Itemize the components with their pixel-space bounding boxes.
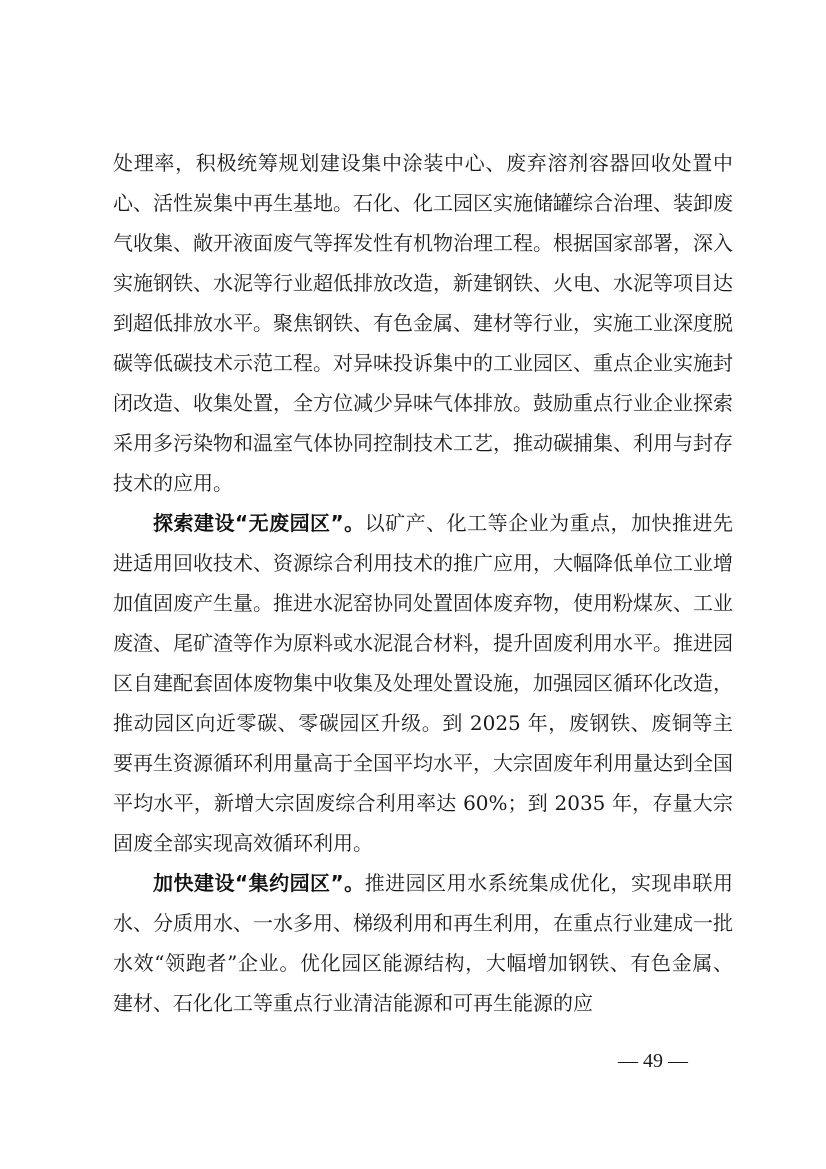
paragraph-2 xyxy=(113,503,733,863)
paragraph-2-text: 以矿产、化工等企业为重点，加快推进先进适用回收技术、资源综合利用技术的推广应用，大幅降低单位工业增加值固废产生量。推进水泥窑协同处置固体废弃物，使用粉煤灰、工业废渣、尾矿渣等作为原料或水泥混合材料，提升固废利用水平。推进园区自建配套固体废物集中收集及处理处置设施，加强园区循环化改造，推动园区向近零碳、零碳园区升级。到 2025 年，废钢铁、废铜等主要再生资源循环利用量高于全国平均水平，大宗固废年利用量达到全国平均水平，新增大宗固废综合利用率达 60%；到 2035 年，存量大宗固废全部实现高效循环利用。 xyxy=(113,511,734,855)
paragraph-1 xyxy=(113,143,733,503)
page-number: — 49 — xyxy=(618,1050,688,1072)
body-text xyxy=(113,143,733,1023)
paragraph-3 xyxy=(113,863,733,1023)
paragraph-3-heading: 加快建设“集约园区”。 xyxy=(153,871,365,895)
paragraph-3-text: 推进园区用水系统集成优化，实现串联用水、分质用水、一水多用、梯级利用和再生利用，在重点行业建成一批水效“领跑者”企业。优化园区能源结构，大幅增加钢铁、有色金属、建材、石化化工等重点行业清洁能源和可再生能源的应 xyxy=(113,871,734,1015)
paragraph-2-heading: 探索建设“无废园区”。 xyxy=(153,511,365,535)
paragraph-1-text: 处理率，积极统筹规划建设集中涂装中心、废弃溶剂容器回收处置中心、活性炭集中再生基地。石化、化工园区实施储罐综合治理、装卸废气收集、敞开液面废气等挥发性有机物治理工程。根据国家部署，深入实施钢铁、水泥等行业超低排放改造，新建钢铁、火电、水泥等项目达到超低排放水平。聚焦钢铁、有色金属、建材等行业，实施工业深度脱碳等低碳技术示范工程。对异味投诉集中的工业园区、重点企业实施封闭改造、收集处置，全方位减少异味气体排放。鼓励重点行业企业探索采用多污染物和温室气体协同控制技术工艺，推动碳捕集、利用与封存技术的应用。 xyxy=(113,151,733,495)
